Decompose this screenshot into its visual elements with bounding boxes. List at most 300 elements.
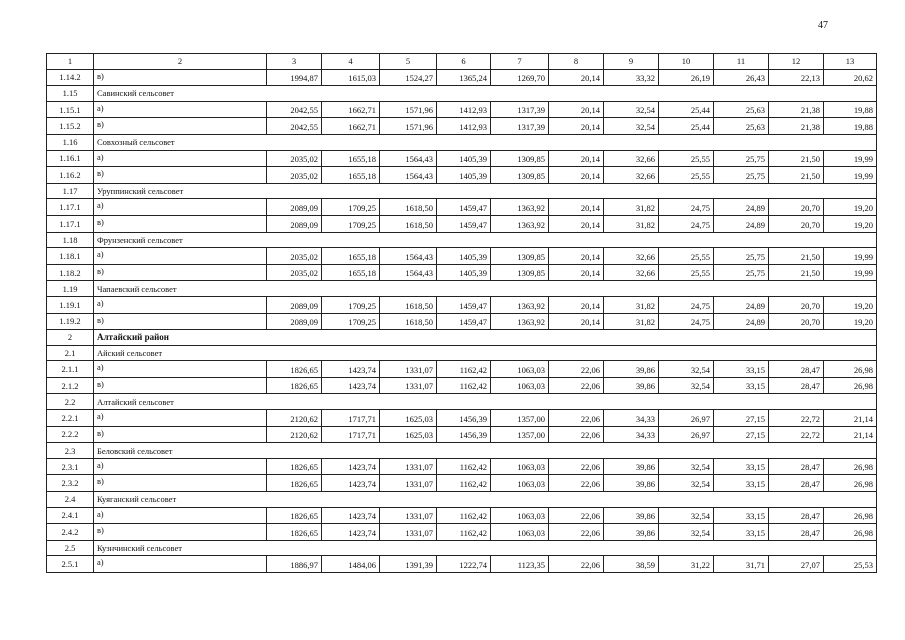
table-row — [47, 150, 877, 167]
value-cell: 32,66 — [604, 264, 659, 281]
value-cell: 22,06 — [549, 361, 604, 378]
table-row — [47, 69, 877, 86]
value-cell: 24,89 — [714, 313, 769, 330]
value-cell: 28,47 — [769, 475, 824, 492]
table-row — [47, 361, 877, 378]
column-header-row — [47, 54, 877, 70]
value-cell: 1564,43 — [380, 248, 437, 265]
section-title: Фрунзенский сельсовет — [94, 232, 877, 248]
value-cell: 1459,47 — [437, 313, 491, 330]
value-cell: 1459,47 — [437, 199, 491, 216]
value-cell: 1717,71 — [322, 410, 380, 427]
value-cell: 19,99 — [824, 167, 877, 184]
value-cell: 1405,39 — [437, 167, 491, 184]
value-cell: 1162,42 — [437, 377, 491, 394]
row-label: в) — [94, 167, 267, 184]
value-cell: 25,55 — [659, 264, 714, 281]
value-cell: 2120,62 — [267, 410, 322, 427]
value-cell: 1655,18 — [322, 167, 380, 184]
value-cell: 1162,42 — [437, 361, 491, 378]
value-cell: 1363,92 — [491, 215, 549, 232]
value-cell: 31,22 — [659, 556, 714, 573]
value-cell: 25,53 — [824, 556, 877, 573]
row-label: в) — [94, 264, 267, 281]
value-cell: 24,75 — [659, 296, 714, 313]
value-cell: 2035,02 — [267, 248, 322, 265]
value-cell: 25,55 — [659, 167, 714, 184]
value-cell: 1063,03 — [491, 524, 549, 541]
column-header: 10 — [659, 54, 714, 70]
value-cell: 38,59 — [604, 556, 659, 573]
table-row — [47, 199, 877, 216]
value-cell: 31,71 — [714, 556, 769, 573]
value-cell: 39,86 — [604, 361, 659, 378]
row-label: а) — [94, 507, 267, 524]
value-cell: 1423,74 — [322, 458, 380, 475]
value-cell: 21,38 — [769, 118, 824, 135]
section-id: 2.3 — [47, 443, 94, 459]
column-header: 5 — [380, 54, 437, 70]
page-number: 47 — [818, 20, 828, 31]
row-id: 1.16.2 — [47, 167, 94, 184]
section-title: Савинский сельсовет — [94, 86, 877, 102]
value-cell: 1363,92 — [491, 313, 549, 330]
value-cell: 32,66 — [604, 150, 659, 167]
row-label: а) — [94, 410, 267, 427]
value-cell: 32,54 — [659, 524, 714, 541]
value-cell: 1423,74 — [322, 507, 380, 524]
value-cell: 1063,03 — [491, 507, 549, 524]
column-header: 7 — [491, 54, 549, 70]
value-cell: 26,98 — [824, 458, 877, 475]
section-id: 2.4 — [47, 492, 94, 508]
column-header: 8 — [549, 54, 604, 70]
value-cell: 1423,74 — [322, 361, 380, 378]
value-cell: 33,15 — [714, 377, 769, 394]
value-cell: 1484,06 — [322, 556, 380, 573]
value-cell: 2089,09 — [267, 313, 322, 330]
table-body — [47, 54, 877, 573]
value-cell: 1456,39 — [437, 410, 491, 427]
value-cell: 26,97 — [659, 426, 714, 443]
section-title: Куяганский сельсовет — [94, 492, 877, 508]
value-cell: 39,86 — [604, 524, 659, 541]
value-cell: 31,82 — [604, 199, 659, 216]
value-cell: 20,70 — [769, 296, 824, 313]
value-cell: 1655,18 — [322, 150, 380, 167]
row-id: 2.3.2 — [47, 475, 94, 492]
section-id: 1.19 — [47, 281, 94, 297]
row-id: 1.17.1 — [47, 215, 94, 232]
value-cell: 32,54 — [659, 458, 714, 475]
value-cell: 20,70 — [769, 199, 824, 216]
value-cell: 1331,07 — [380, 475, 437, 492]
table-row — [47, 101, 877, 118]
value-cell: 39,86 — [604, 475, 659, 492]
row-id: 1.15.2 — [47, 118, 94, 135]
value-cell: 20,14 — [549, 215, 604, 232]
value-cell: 24,89 — [714, 296, 769, 313]
section-id: 2.1 — [47, 345, 94, 361]
value-cell: 19,88 — [824, 101, 877, 118]
row-label: а) — [94, 361, 267, 378]
value-cell: 1826,65 — [267, 524, 322, 541]
value-cell: 21,14 — [824, 410, 877, 427]
value-cell: 32,54 — [659, 475, 714, 492]
value-cell: 1524,27 — [380, 69, 437, 86]
value-cell: 1357,00 — [491, 410, 549, 427]
value-cell: 24,75 — [659, 199, 714, 216]
row-label: в) — [94, 313, 267, 330]
value-cell: 24,89 — [714, 215, 769, 232]
column-header: 12 — [769, 54, 824, 70]
row-id: 2.2.1 — [47, 410, 94, 427]
row-label: в) — [94, 426, 267, 443]
value-cell: 1309,85 — [491, 167, 549, 184]
value-cell: 1709,25 — [322, 199, 380, 216]
value-cell: 33,15 — [714, 475, 769, 492]
value-cell: 1423,74 — [322, 475, 380, 492]
value-cell: 28,47 — [769, 507, 824, 524]
column-header: 4 — [322, 54, 380, 70]
value-cell: 26,98 — [824, 377, 877, 394]
value-cell: 1423,74 — [322, 377, 380, 394]
value-cell: 22,06 — [549, 377, 604, 394]
section-id: 1.16 — [47, 134, 94, 150]
value-cell: 1625,03 — [380, 410, 437, 427]
value-cell: 1357,00 — [491, 426, 549, 443]
value-cell: 1709,25 — [322, 296, 380, 313]
row-label: а) — [94, 101, 267, 118]
column-header: 3 — [267, 54, 322, 70]
value-cell: 1363,92 — [491, 296, 549, 313]
value-cell: 33,32 — [604, 69, 659, 86]
value-cell: 33,15 — [714, 361, 769, 378]
value-cell: 1405,39 — [437, 248, 491, 265]
value-cell: 1618,50 — [380, 215, 437, 232]
value-cell: 27,15 — [714, 410, 769, 427]
value-cell: 1162,42 — [437, 458, 491, 475]
value-cell: 1162,42 — [437, 475, 491, 492]
value-cell: 1423,74 — [322, 524, 380, 541]
row-label: в) — [94, 524, 267, 541]
value-cell: 39,86 — [604, 507, 659, 524]
table-row — [47, 118, 877, 135]
value-cell: 33,15 — [714, 458, 769, 475]
table-row — [47, 264, 877, 281]
column-header: 11 — [714, 54, 769, 70]
value-cell: 32,66 — [604, 248, 659, 265]
value-cell: 24,89 — [714, 199, 769, 216]
value-cell: 22,06 — [549, 458, 604, 475]
value-cell: 25,75 — [714, 264, 769, 281]
section-title: Алтайский район — [94, 330, 877, 346]
section-row — [47, 232, 877, 248]
row-id: 1.14.2 — [47, 69, 94, 86]
section-title: Чапаевский сельсовет — [94, 281, 877, 297]
row-id: 2.4.2 — [47, 524, 94, 541]
value-cell: 22,06 — [549, 507, 604, 524]
value-cell: 1331,07 — [380, 361, 437, 378]
value-cell: 20,70 — [769, 215, 824, 232]
value-cell: 1405,39 — [437, 150, 491, 167]
value-cell: 1564,43 — [380, 167, 437, 184]
value-cell: 21,50 — [769, 248, 824, 265]
section-title: Беловский сельсовет — [94, 443, 877, 459]
section-title: Айский сельсовет — [94, 345, 877, 361]
value-cell: 2035,02 — [267, 264, 322, 281]
value-cell: 1123,35 — [491, 556, 549, 573]
value-cell: 33,15 — [714, 507, 769, 524]
value-cell: 20,62 — [824, 69, 877, 86]
value-cell: 21,38 — [769, 101, 824, 118]
value-cell: 20,70 — [769, 313, 824, 330]
value-cell: 1564,43 — [380, 264, 437, 281]
row-id: 2.2.2 — [47, 426, 94, 443]
value-cell: 1994,87 — [267, 69, 322, 86]
row-label: а) — [94, 248, 267, 265]
value-cell: 31,82 — [604, 296, 659, 313]
value-cell: 19,99 — [824, 150, 877, 167]
value-cell: 32,54 — [659, 507, 714, 524]
value-cell: 1826,65 — [267, 475, 322, 492]
value-cell: 1625,03 — [380, 426, 437, 443]
table-row — [47, 556, 877, 573]
section-row — [47, 394, 877, 410]
table-row — [47, 426, 877, 443]
value-cell: 32,54 — [659, 361, 714, 378]
table-row — [47, 410, 877, 427]
value-cell: 1309,85 — [491, 248, 549, 265]
value-cell: 1662,71 — [322, 101, 380, 118]
table-row — [47, 313, 877, 330]
value-cell: 25,63 — [714, 101, 769, 118]
value-cell: 1826,65 — [267, 507, 322, 524]
row-id: 1.19.2 — [47, 313, 94, 330]
value-cell: 2089,09 — [267, 296, 322, 313]
row-label: а) — [94, 150, 267, 167]
value-cell: 1826,65 — [267, 458, 322, 475]
row-label: в) — [94, 69, 267, 86]
table-row — [47, 458, 877, 475]
row-id: 1.16.1 — [47, 150, 94, 167]
row-label: в) — [94, 215, 267, 232]
value-cell: 1571,96 — [380, 101, 437, 118]
section-row — [47, 345, 877, 361]
value-cell: 19,88 — [824, 118, 877, 135]
column-header: 1 — [47, 54, 94, 70]
value-cell: 1459,47 — [437, 215, 491, 232]
value-cell: 1456,39 — [437, 426, 491, 443]
column-header: 9 — [604, 54, 659, 70]
section-row — [47, 540, 877, 556]
section-title: Уруппинский сельсовет — [94, 183, 877, 199]
value-cell: 1618,50 — [380, 199, 437, 216]
section-id: 2.2 — [47, 394, 94, 410]
table-row — [47, 215, 877, 232]
row-id: 2.1.2 — [47, 377, 94, 394]
value-cell: 28,47 — [769, 524, 824, 541]
value-cell: 26,98 — [824, 361, 877, 378]
section-row — [47, 183, 877, 199]
value-cell: 1331,07 — [380, 507, 437, 524]
section-row — [47, 86, 877, 102]
column-header: 6 — [437, 54, 491, 70]
value-cell: 25,75 — [714, 150, 769, 167]
value-cell: 20,14 — [549, 69, 604, 86]
value-cell: 39,86 — [604, 377, 659, 394]
value-cell: 32,54 — [604, 101, 659, 118]
value-cell: 1655,18 — [322, 248, 380, 265]
value-cell: 20,14 — [549, 150, 604, 167]
value-cell: 1331,07 — [380, 458, 437, 475]
value-cell: 1709,25 — [322, 215, 380, 232]
value-cell: 21,14 — [824, 426, 877, 443]
value-cell: 1655,18 — [322, 264, 380, 281]
value-cell: 1309,85 — [491, 264, 549, 281]
value-cell: 20,14 — [549, 296, 604, 313]
value-cell: 1618,50 — [380, 296, 437, 313]
row-id: 1.15.1 — [47, 101, 94, 118]
row-label: а) — [94, 458, 267, 475]
table-row — [47, 377, 877, 394]
value-cell: 39,86 — [604, 458, 659, 475]
row-label: в) — [94, 377, 267, 394]
value-cell: 22,06 — [549, 475, 604, 492]
table-row — [47, 475, 877, 492]
value-cell: 22,72 — [769, 410, 824, 427]
value-cell: 1412,93 — [437, 101, 491, 118]
row-id: 1.19.1 — [47, 296, 94, 313]
value-cell: 34,33 — [604, 410, 659, 427]
value-cell: 25,63 — [714, 118, 769, 135]
row-label: в) — [94, 475, 267, 492]
value-cell: 28,47 — [769, 458, 824, 475]
value-cell: 22,06 — [549, 410, 604, 427]
value-cell: 1826,65 — [267, 361, 322, 378]
value-cell: 1317,39 — [491, 118, 549, 135]
value-cell: 1162,42 — [437, 507, 491, 524]
value-cell: 34,33 — [604, 426, 659, 443]
value-cell: 25,44 — [659, 118, 714, 135]
value-cell: 19,20 — [824, 296, 877, 313]
value-cell: 20,14 — [549, 264, 604, 281]
table-row — [47, 524, 877, 541]
table-row — [47, 507, 877, 524]
value-cell: 32,66 — [604, 167, 659, 184]
row-id: 1.17.1 — [47, 199, 94, 216]
value-cell: 1886,97 — [267, 556, 322, 573]
row-label: а) — [94, 296, 267, 313]
value-cell: 2120,62 — [267, 426, 322, 443]
value-cell: 25,75 — [714, 167, 769, 184]
section-title: Алтайский сельсовет — [94, 394, 877, 410]
value-cell: 32,54 — [659, 377, 714, 394]
value-cell: 2089,09 — [267, 199, 322, 216]
section-row — [47, 281, 877, 297]
value-cell: 27,07 — [769, 556, 824, 573]
value-cell: 1459,47 — [437, 296, 491, 313]
value-cell: 25,44 — [659, 101, 714, 118]
value-cell: 1363,92 — [491, 199, 549, 216]
value-cell: 1618,50 — [380, 313, 437, 330]
value-cell: 21,50 — [769, 150, 824, 167]
section-title: Совхозный сельсовет — [94, 134, 877, 150]
value-cell: 21,50 — [769, 264, 824, 281]
value-cell: 20,14 — [549, 167, 604, 184]
value-cell: 24,75 — [659, 215, 714, 232]
value-cell: 20,14 — [549, 199, 604, 216]
value-cell: 1662,71 — [322, 118, 380, 135]
value-cell: 1063,03 — [491, 361, 549, 378]
table-row — [47, 248, 877, 265]
value-cell: 20,14 — [549, 101, 604, 118]
row-label: в) — [94, 118, 267, 135]
row-id: 2.3.1 — [47, 458, 94, 475]
value-cell: 2035,02 — [267, 150, 322, 167]
section-id: 1.15 — [47, 86, 94, 102]
value-cell: 25,75 — [714, 248, 769, 265]
value-cell: 1571,96 — [380, 118, 437, 135]
value-cell: 1717,71 — [322, 426, 380, 443]
column-header: 2 — [94, 54, 267, 70]
value-cell: 25,55 — [659, 248, 714, 265]
value-cell: 26,98 — [824, 524, 877, 541]
value-cell: 1405,39 — [437, 264, 491, 281]
value-cell: 22,06 — [549, 426, 604, 443]
row-label: а) — [94, 556, 267, 573]
value-cell: 26,43 — [714, 69, 769, 86]
value-cell: 26,97 — [659, 410, 714, 427]
value-cell: 19,99 — [824, 264, 877, 281]
value-cell: 1063,03 — [491, 458, 549, 475]
row-label: а) — [94, 199, 267, 216]
value-cell: 25,55 — [659, 150, 714, 167]
row-id: 2.5.1 — [47, 556, 94, 573]
value-cell: 1222,74 — [437, 556, 491, 573]
value-cell: 1826,65 — [267, 377, 322, 394]
tariff-table — [46, 53, 877, 573]
value-cell: 1564,43 — [380, 150, 437, 167]
value-cell: 1063,03 — [491, 377, 549, 394]
value-cell: 28,47 — [769, 377, 824, 394]
value-cell: 1615,03 — [322, 69, 380, 86]
value-cell: 1063,03 — [491, 475, 549, 492]
value-cell: 2042,55 — [267, 118, 322, 135]
section-row — [47, 492, 877, 508]
value-cell: 1162,42 — [437, 524, 491, 541]
column-header: 13 — [824, 54, 877, 70]
value-cell: 1269,70 — [491, 69, 549, 86]
section-row — [47, 443, 877, 459]
value-cell: 2035,02 — [267, 167, 322, 184]
value-cell: 20,14 — [549, 118, 604, 135]
value-cell: 2042,55 — [267, 101, 322, 118]
value-cell: 33,15 — [714, 524, 769, 541]
table-row — [47, 167, 877, 184]
value-cell: 1391,39 — [380, 556, 437, 573]
section-row — [47, 330, 877, 346]
row-id: 1.18.2 — [47, 264, 94, 281]
row-id: 2.1.1 — [47, 361, 94, 378]
value-cell: 22,06 — [549, 524, 604, 541]
section-row — [47, 134, 877, 150]
value-cell: 2089,09 — [267, 215, 322, 232]
value-cell: 26,19 — [659, 69, 714, 86]
row-id: 2.4.1 — [47, 507, 94, 524]
value-cell: 19,99 — [824, 248, 877, 265]
row-id: 1.18.1 — [47, 248, 94, 265]
